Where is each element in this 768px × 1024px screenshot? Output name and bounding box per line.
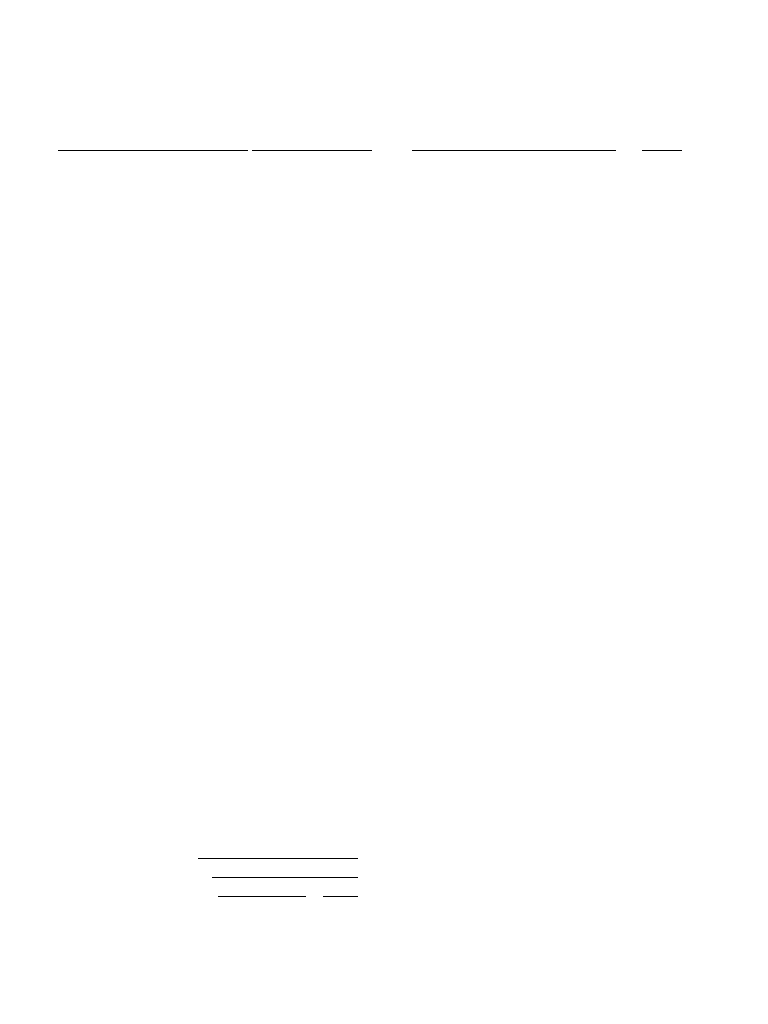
double-plays-field[interactable] <box>218 896 306 897</box>
umpires-field[interactable] <box>198 858 358 859</box>
time-field[interactable] <box>323 896 358 897</box>
winning-rbi-field[interactable] <box>212 877 358 878</box>
